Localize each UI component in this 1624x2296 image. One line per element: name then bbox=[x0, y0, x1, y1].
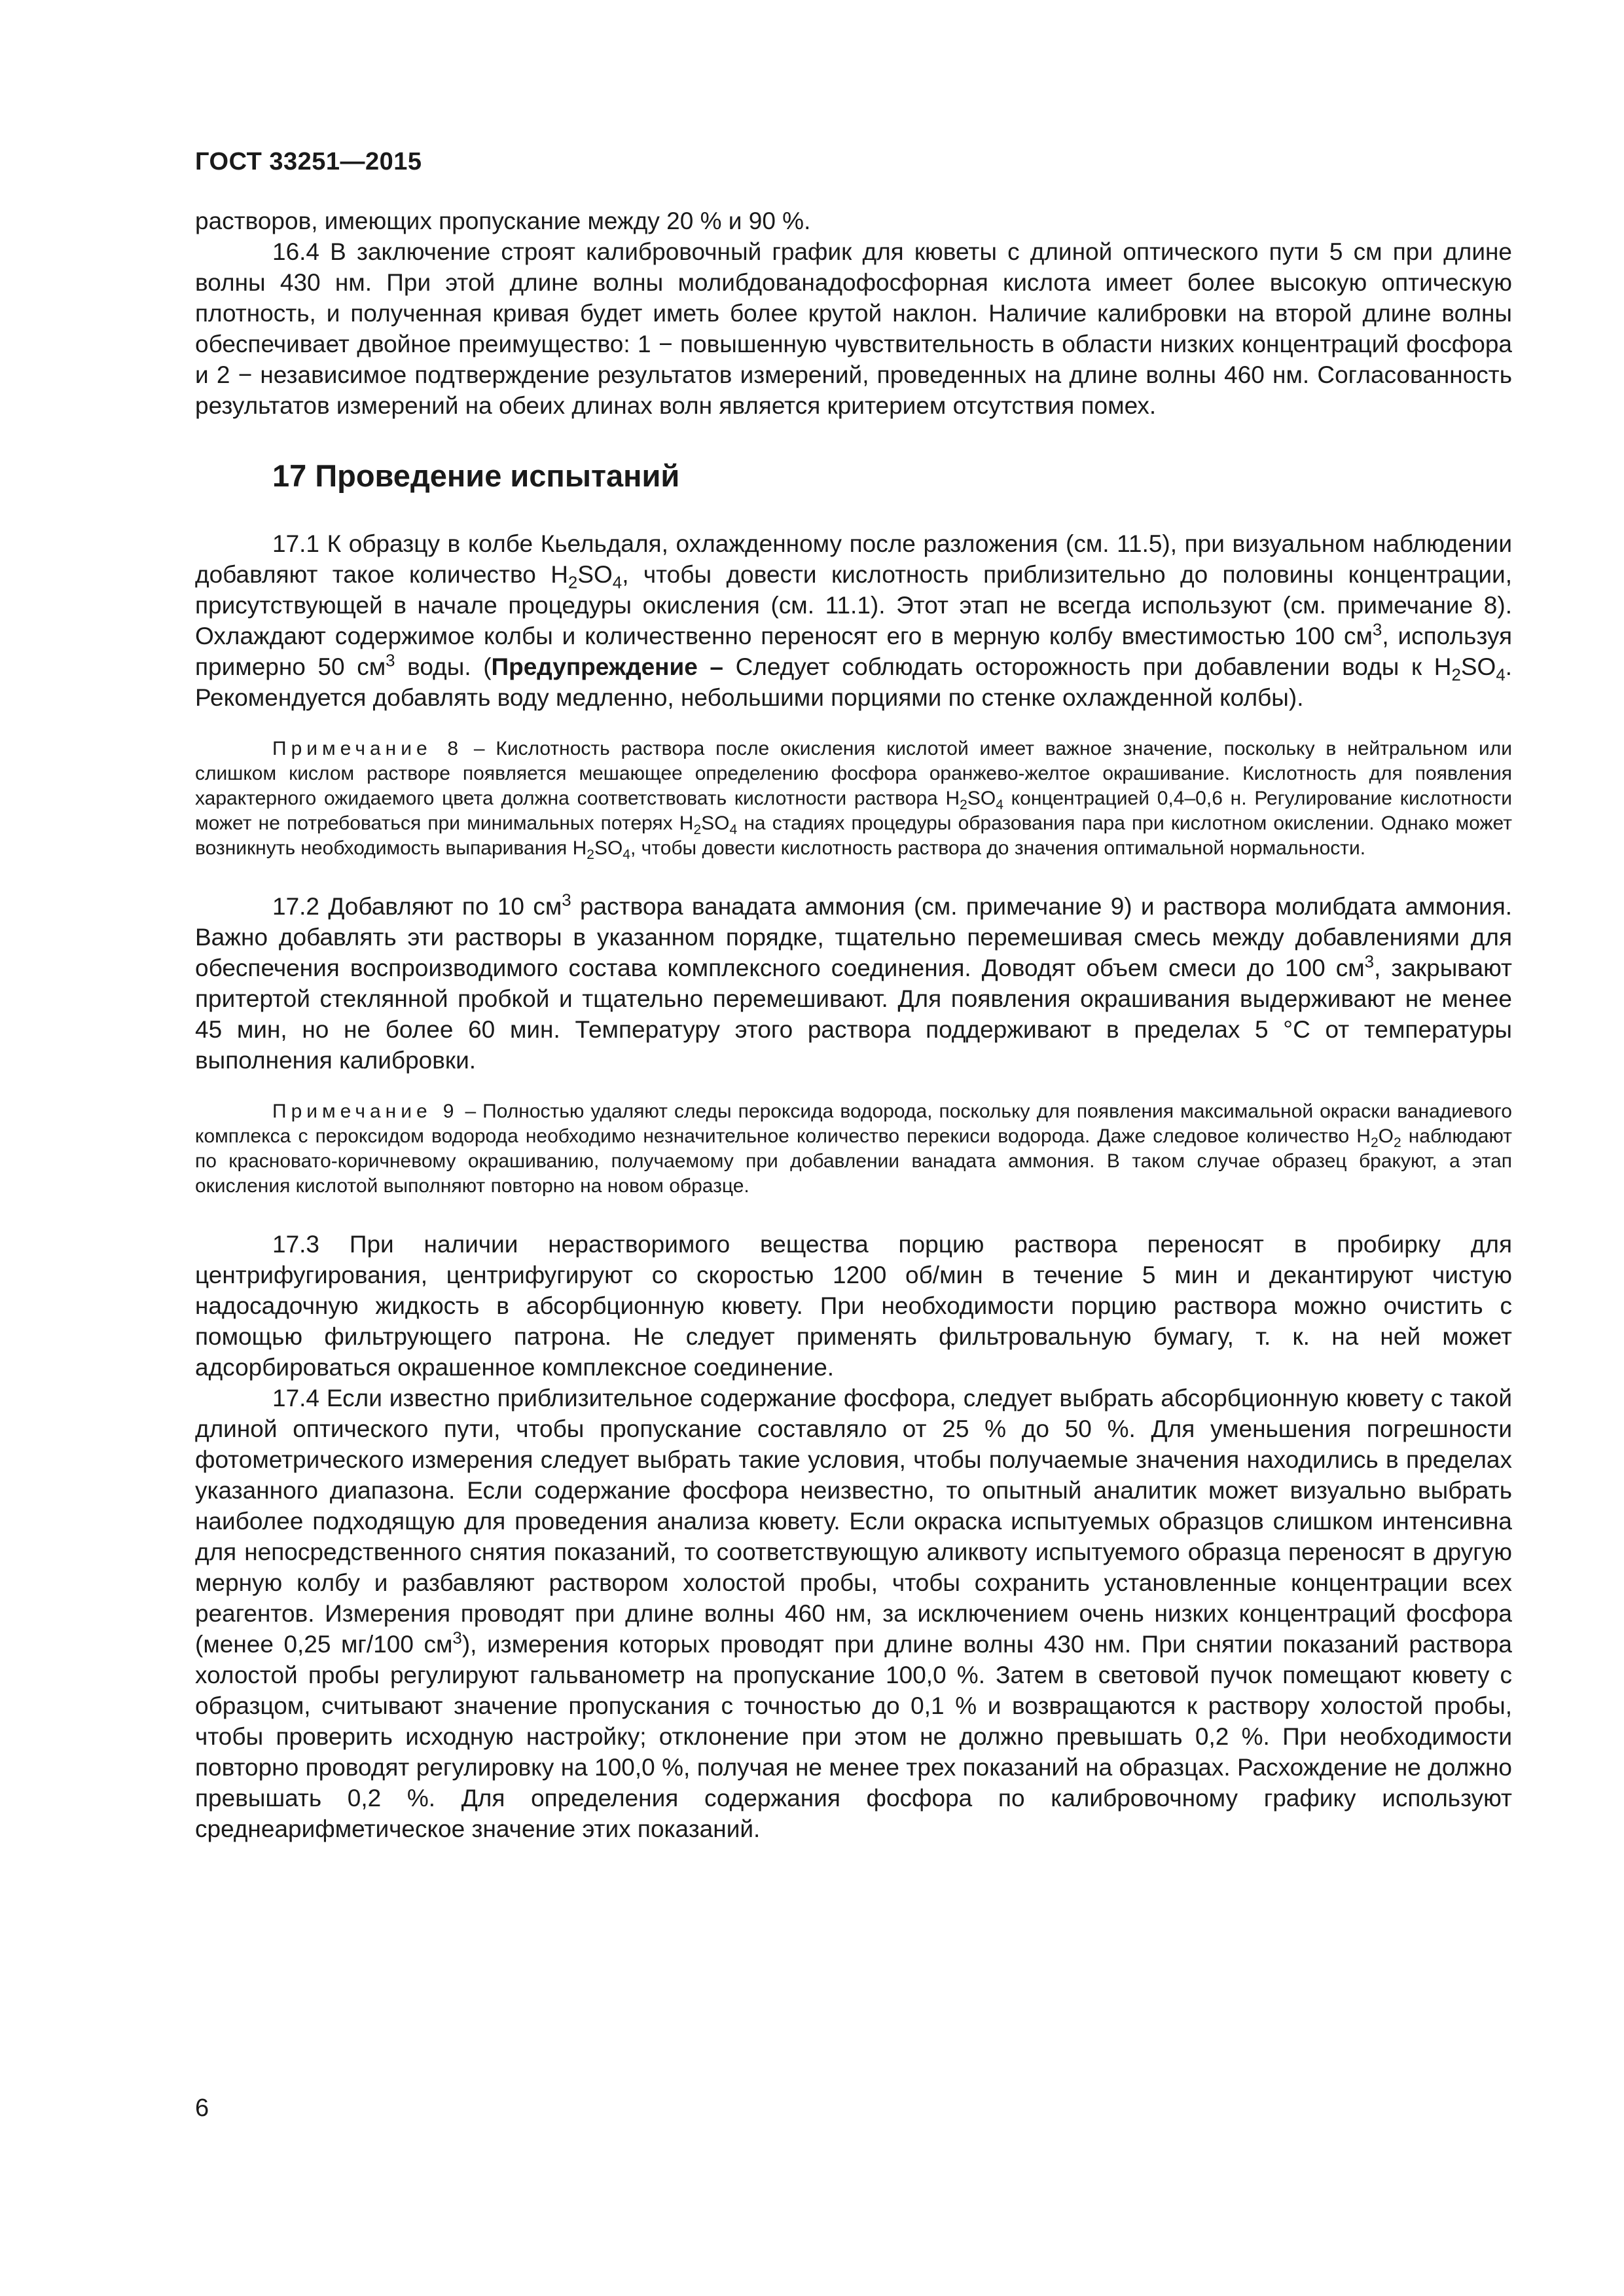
paragraph-intro: растворов, имеющих пропускание между 20 % и 90 %. bbox=[195, 208, 811, 234]
text-run: , чтобы довести кислотность приблизительно до половины концентрации, присутствующей в начале процедуры окисления (см. 11.1). Этот этап не всегда используют (см. примечание 8). Охлаждают содержимое колбы и количественно переносят его в мерную колбу вместимостью 100 см bbox=[195, 561, 1512, 649]
paragraph-16-4: 16.4 В заключение строят калибровочный график для кюветы с длиной оптического пути 5 см при длине волны 430 нм. При этой длине волны молибдованадофосфорная кислота имеет более высокую оптическую плотность, и полученная кривая будет иметь более крутой наклон. Наличие калибровки на второй длине волны обеспечивает двойное преимущество: 1 − повышенную чувствительность в области низких концентраций фосфора и 2 − независимое подтверждение результатов измерений, проведенных на длине волны 460 нм. Согласованность результатов измерений на обеих длинах волн является критерием отсутствия помех. bbox=[195, 238, 1512, 419]
text-run: – Полностью удаляют следы пероксида водорода, поскольку для появления максимальной окраски ванадиевого комплекса с пероксидом водорода необходимо незначительное количество перекиси водорода. Даже следовое количество H bbox=[195, 1101, 1512, 1147]
superscript: 3 bbox=[562, 891, 571, 910]
superscript: 3 bbox=[1364, 953, 1375, 972]
text-run: – Кислотность раствора после окисления кислотой имеет важное значение, поскольку в нейтральном или слишком кислом растворе появляется мешающее определению фосфора оранжево-желтое окрашивание. Кислотность для появления характерного ожидаемого цвета должна соответствовать кислотности раствора H bbox=[195, 738, 1512, 809]
text-run: , чтобы довести кислотность раствора до значения оптимальной нормальности. bbox=[630, 837, 1366, 859]
text-run: SO bbox=[577, 561, 613, 588]
paragraph-17-2 bbox=[195, 891, 1512, 1076]
text-run: воды. ( bbox=[395, 653, 492, 680]
subscript: 4 bbox=[612, 574, 623, 592]
paragraph-17-3: 17.3 При наличии нерастворимого вещества порцию раствора переносят в пробирку для центрифугирования, центрифугируют со скоростью 1200 об/мин в течение 5 мин и декантируют чистую надосадочную жидкость в абсорбционную кювету. При необходимости порцию раствора можно очистить с помощью фильтрующего патрона. Не следует применять фильтровальную бумагу, т. к. на ней может адсорбироваться окрашенное комплексное соединение. bbox=[195, 1231, 1512, 1381]
section-title-17: 17 Проведение испытаний bbox=[272, 458, 680, 493]
superscript: 3 bbox=[452, 1629, 462, 1648]
text-run: наблюдают по красновато-коричневому окрашиванию, получаемому при добавлении ванадата аммония. В таком случае образец бракуют, а этап окисления кислотой выполняют повторно на новом образце. bbox=[195, 1125, 1512, 1197]
text-run: ), измерения которых проводят при длине волны 430 нм. При снятии показаний раствора холостой пробы регулируют гальванометр на пропускание 100,0 %. Затем в световой пучок помещают кювету с образцом, считывают значение пропускания с точностью до 0,1 % и возвращаются к раствору холостой пробы, чтобы проверить исходную настройку; отклонение при этом не должно превышать 0,2 %. При необходимости повторно проводят регулировку на 100,0 %, получая не менее трех показаний на образцах. Расхождение не должно превышать 0,2 %. Для определения содержания фосфора по калибровочному графику используют среднеарифметическое значение этих показаний. bbox=[195, 1631, 1512, 1842]
subscript: 4 bbox=[729, 822, 738, 837]
subscript: 2 bbox=[1370, 1135, 1379, 1150]
superscript: 3 bbox=[1372, 621, 1382, 640]
text-run: SO bbox=[594, 837, 623, 859]
text-run: , используя примерно 50 см bbox=[195, 623, 1512, 680]
superscript: 3 bbox=[386, 651, 395, 670]
text-run: SO bbox=[967, 788, 996, 809]
text-run: 17.1 К образцу в колбе Кьельдаля, охлажденному после разложения (см. 11.5), при визуальном наблюдении добавляют такое количество H bbox=[195, 530, 1512, 588]
subscript: 2 bbox=[586, 847, 594, 862]
paragraph-17-1 bbox=[195, 528, 1512, 713]
note-label: Примечание 8 bbox=[272, 738, 463, 759]
subscript: 4 bbox=[623, 847, 630, 862]
text-run: концентрацией 0,4–0,6 н. Регулирование кислотности может не потребоваться при минимальных потерях H bbox=[195, 788, 1512, 834]
document-page bbox=[195, 145, 1512, 1844]
document-header: ГОСТ 33251—2015 bbox=[195, 148, 422, 175]
subscript: 2 bbox=[960, 797, 967, 812]
note-label: Примечание 9 bbox=[272, 1101, 459, 1122]
paragraph-17-4 bbox=[195, 1383, 1512, 1844]
text-run: SO bbox=[1460, 653, 1496, 680]
page-number: 6 bbox=[195, 2094, 209, 2122]
subscript: 2 bbox=[1451, 666, 1461, 685]
subscript: 4 bbox=[996, 797, 1003, 812]
text-run: O bbox=[1378, 1125, 1394, 1147]
subscript: 2 bbox=[693, 822, 702, 837]
text-run: 17.4 Если известно приблизительное содержание фосфора, следует выбрать абсорбционную кювету с такой длиной оптического пути, чтобы пропускание составляло от 25 % до 50 %. Для уменьшения погрешности фотометрического измерения следует выбрать такие условия, чтобы получаемые значения находились в пределах указанного диапазона. Если содержание фосфора неизвестно, то опытный аналитик может визуально выбрать наиболее подходящую для проведения анализа кювету. Если окраска испытуемых образцов слишком интенсивна для непосредственного снятия показаний, то соответствующую аликвоту испытуемого образца переносят в другую мерную колбу и разбавляют раствором холостой пробы, чтобы сохранить установленные концентрации всех реагентов. Измерения проводят при длине волны 460 нм, за исключением очень низких концентраций фосфора (менее 0,25 мг/100 см bbox=[195, 1385, 1512, 1658]
subscript: 4 bbox=[1496, 666, 1506, 685]
text-run: на стадиях процедуры образования пара при кислотном окислении. Однако может возникнуть необходимость выпаривания H bbox=[195, 812, 1512, 859]
subscript: 2 bbox=[1393, 1135, 1401, 1150]
text-run: SO bbox=[701, 812, 730, 834]
text-run: . Рекомендуется добавлять воду медленно, небольшими порциями по стенке охлажденной колбы). bbox=[195, 653, 1513, 711]
text-run: раствора ванадата аммония (см. примечание 9) и раствора молибдата аммония. Важно добавлять эти растворы в указанном порядке, тщательно перемешивая смесь между добавлениями для обеспечения воспроизводимого состава комплексного соединения. Доводят объем смеси до 100 см bbox=[195, 893, 1513, 981]
subscript: 2 bbox=[568, 574, 578, 592]
note-9 bbox=[195, 1099, 1512, 1199]
text-run: Следует соблюдать осторожность при добавлении воды к H bbox=[723, 653, 1452, 680]
warning-label: Предупреждение – bbox=[491, 653, 723, 680]
note-8 bbox=[195, 737, 1512, 861]
text-run: , закрывают притертой стеклянной пробкой и тщательно перемешивают. Для появления окрашивания выдерживают не менее 45 мин, но не более 60 мин. Температуру этого раствора поддерживают в пределах 5 °C от температуры выполнения калибровки. bbox=[195, 955, 1512, 1074]
text-run: 17.2 Добавляют по 10 см bbox=[272, 893, 562, 920]
